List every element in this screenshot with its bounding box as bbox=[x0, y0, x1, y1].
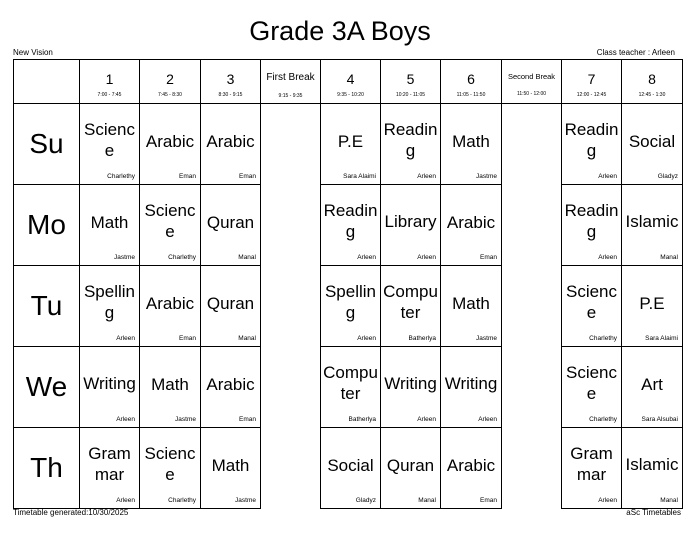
period-time: 9:15 - 9:35 bbox=[278, 93, 303, 99]
lesson-subject: Reading bbox=[564, 120, 619, 160]
period-number: 1 bbox=[105, 71, 114, 87]
lesson-subject: Arabic bbox=[145, 293, 195, 313]
lesson-teacher: Batherlya bbox=[348, 416, 376, 423]
lesson-subject: Islamic bbox=[625, 454, 679, 474]
break-header-cell bbox=[502, 60, 562, 104]
lesson-subject: Social bbox=[327, 455, 374, 475]
lesson-teacher: Jastme bbox=[114, 254, 135, 261]
lesson-subject: Reading bbox=[564, 201, 619, 241]
lesson-cell bbox=[201, 266, 261, 347]
lesson-cell bbox=[381, 266, 441, 347]
break-cell bbox=[261, 185, 321, 266]
break-cell bbox=[502, 185, 562, 266]
school-name: New Vision bbox=[13, 48, 53, 57]
lesson-cell bbox=[321, 347, 381, 428]
lesson-cell bbox=[321, 185, 381, 266]
lesson-cell bbox=[321, 266, 381, 347]
lesson-subject: Quran bbox=[206, 293, 255, 313]
lesson-cell bbox=[441, 428, 502, 509]
lesson-teacher: Eman bbox=[480, 254, 497, 261]
lesson-subject: Reading bbox=[323, 201, 378, 241]
period-header-cell bbox=[140, 60, 201, 104]
break-cell bbox=[502, 266, 562, 347]
lesson-cell bbox=[441, 185, 502, 266]
lesson-subject: P.E bbox=[639, 293, 665, 313]
lesson-subject: Science bbox=[83, 120, 136, 160]
day-name: Su bbox=[14, 104, 80, 185]
lesson-cell bbox=[140, 347, 201, 428]
lesson-teacher: Eman bbox=[239, 416, 256, 423]
lesson-subject: Quran bbox=[386, 455, 435, 475]
lesson-teacher: Jastme bbox=[476, 173, 497, 180]
lesson-cell bbox=[201, 104, 261, 185]
software-credit: aSc Timetables bbox=[626, 508, 681, 517]
period-time: 7:45 - 8:30 bbox=[158, 92, 182, 98]
period-time: 10:20 - 11:05 bbox=[395, 92, 426, 98]
lesson-cell bbox=[381, 104, 441, 185]
lesson-subject: Social bbox=[628, 131, 676, 151]
lesson-teacher: Sara Alsubai bbox=[641, 416, 678, 423]
period-number: 3 bbox=[226, 71, 235, 87]
lesson-cell bbox=[80, 428, 140, 509]
lesson-cell bbox=[201, 185, 261, 266]
day-row bbox=[14, 428, 683, 509]
lesson-teacher: Manal bbox=[238, 254, 256, 261]
lesson-cell bbox=[562, 185, 622, 266]
day-row bbox=[14, 185, 683, 266]
lesson-cell bbox=[201, 428, 261, 509]
lesson-cell bbox=[381, 428, 441, 509]
lesson-cell bbox=[622, 347, 683, 428]
lesson-teacher: Eman bbox=[179, 335, 196, 342]
lesson-teacher: Arleen bbox=[598, 497, 617, 504]
lesson-subject: Science bbox=[565, 363, 618, 403]
break-cell bbox=[502, 347, 562, 428]
break-cell bbox=[261, 266, 321, 347]
break-cell bbox=[502, 104, 562, 185]
lesson-subject: Math bbox=[452, 293, 490, 313]
lesson-teacher: Batherlya bbox=[408, 335, 436, 342]
class-teacher: Class teacher : Arleen bbox=[596, 48, 675, 57]
period-header-cell bbox=[201, 60, 261, 104]
period-time: 9:35 - 10:20 bbox=[337, 92, 364, 98]
period-number: 5 bbox=[406, 71, 415, 87]
lesson-cell bbox=[562, 347, 622, 428]
period-number: 8 bbox=[648, 71, 656, 87]
lesson-teacher: Sara Alaimi bbox=[645, 335, 678, 342]
lesson-cell bbox=[622, 185, 683, 266]
lesson-cell bbox=[441, 266, 502, 347]
lesson-teacher: Manal bbox=[418, 497, 436, 504]
day-row bbox=[14, 347, 683, 428]
lesson-teacher: Arleen bbox=[116, 335, 135, 342]
period-time: 8:30 - 9:15 bbox=[218, 92, 243, 98]
lesson-cell bbox=[321, 428, 381, 509]
lesson-subject: P.E bbox=[337, 131, 364, 151]
lesson-cell bbox=[622, 266, 683, 347]
period-header-row bbox=[14, 60, 683, 104]
lesson-cell bbox=[441, 347, 502, 428]
period-number: 6 bbox=[467, 71, 475, 87]
lesson-cell bbox=[140, 266, 201, 347]
lesson-teacher: Eman bbox=[480, 497, 497, 504]
lesson-teacher: Arleen bbox=[478, 416, 497, 423]
lesson-subject: Science bbox=[144, 201, 196, 241]
lesson-subject: Arabic bbox=[206, 131, 255, 151]
period-header-cell bbox=[622, 60, 683, 104]
period-time: 7:00 - 7:45 bbox=[97, 92, 122, 98]
lesson-teacher: Arleen bbox=[417, 173, 436, 180]
period-time: 12:00 - 12:45 bbox=[576, 92, 607, 98]
lesson-subject: Arabic bbox=[446, 212, 496, 232]
lesson-teacher: Arleen bbox=[598, 254, 617, 261]
period-header-cell bbox=[562, 60, 622, 104]
period-header-cell bbox=[381, 60, 441, 104]
lesson-cell bbox=[381, 347, 441, 428]
break-name: First Break bbox=[266, 72, 315, 83]
lesson-subject: Science bbox=[144, 444, 196, 484]
lesson-subject: Library bbox=[384, 211, 437, 231]
lesson-teacher: Arleen bbox=[357, 335, 376, 342]
lesson-teacher: Charlethy bbox=[589, 416, 617, 423]
period-header-cell bbox=[321, 60, 381, 104]
lesson-cell bbox=[622, 428, 683, 509]
lesson-cell bbox=[80, 347, 140, 428]
lesson-teacher: Manal bbox=[238, 335, 256, 342]
lesson-cell bbox=[80, 266, 140, 347]
lesson-subject: Art bbox=[641, 374, 663, 394]
lesson-cell bbox=[441, 104, 502, 185]
lesson-teacher: Arleen bbox=[598, 173, 617, 180]
lesson-teacher: Jastme bbox=[235, 497, 256, 504]
lesson-subject: Arabic bbox=[446, 455, 496, 475]
lesson-teacher: Charlethy bbox=[168, 497, 196, 504]
lesson-cell bbox=[562, 266, 622, 347]
lesson-subject: Computer bbox=[323, 363, 378, 403]
lesson-cell bbox=[321, 104, 381, 185]
break-cell bbox=[502, 428, 562, 509]
lesson-teacher: Arleen bbox=[417, 254, 436, 261]
lesson-teacher: Arleen bbox=[417, 416, 436, 423]
period-number: 7 bbox=[587, 71, 596, 87]
lesson-subject: Spelling bbox=[324, 282, 377, 322]
lesson-cell bbox=[80, 185, 140, 266]
break-cell bbox=[261, 104, 321, 185]
day-name: Tu bbox=[14, 266, 80, 347]
lesson-subject: Writing bbox=[83, 373, 136, 393]
lesson-cell bbox=[140, 104, 201, 185]
lesson-teacher: Eman bbox=[239, 173, 256, 180]
lesson-subject: Arabic bbox=[145, 131, 195, 151]
lesson-cell bbox=[381, 185, 441, 266]
lesson-teacher: Jastme bbox=[175, 416, 196, 423]
lesson-teacher: Charlethy bbox=[589, 335, 617, 342]
lesson-teacher: Arleen bbox=[357, 254, 376, 261]
day-row bbox=[14, 266, 683, 347]
lesson-subject: Math bbox=[211, 455, 250, 475]
lesson-teacher: Gladyz bbox=[657, 173, 678, 180]
lesson-subject: Quran bbox=[206, 212, 255, 232]
timetable-title: Grade 3A Boys bbox=[249, 16, 431, 46]
lesson-cell bbox=[562, 428, 622, 509]
period-number: 4 bbox=[346, 71, 355, 87]
day-name: Th bbox=[14, 428, 80, 509]
lesson-subject: Math bbox=[90, 212, 129, 232]
lesson-subject: Math bbox=[151, 374, 189, 394]
period-time: 11:50 - 12:00 bbox=[516, 91, 547, 97]
lesson-subject: Math bbox=[452, 131, 490, 151]
lesson-cell bbox=[562, 104, 622, 185]
lesson-cell bbox=[201, 347, 261, 428]
lesson-subject: Arabic bbox=[206, 374, 255, 394]
lesson-subject: Science bbox=[565, 282, 618, 322]
break-cell bbox=[261, 428, 321, 509]
lesson-teacher: Charlethy bbox=[168, 254, 196, 261]
lesson-subject: Spelling bbox=[83, 282, 136, 322]
lesson-teacher: Jastme bbox=[476, 335, 497, 342]
period-time: 11:05 - 11:50 bbox=[456, 92, 486, 98]
lesson-subject: Writing bbox=[384, 373, 437, 393]
break-name: Second Break bbox=[507, 72, 556, 81]
period-header-cell bbox=[80, 60, 140, 104]
day-row bbox=[14, 104, 683, 185]
lesson-subject: Grammar bbox=[570, 444, 613, 484]
lesson-teacher: Manal bbox=[660, 497, 678, 504]
period-header-cell bbox=[441, 60, 502, 104]
lesson-teacher: Arleen bbox=[116, 497, 135, 504]
lesson-teacher: Charlethy bbox=[107, 173, 135, 180]
lesson-teacher: Arleen bbox=[116, 416, 135, 423]
lesson-cell bbox=[622, 104, 683, 185]
lesson-teacher: Sara Alaimi bbox=[343, 173, 376, 180]
lesson-cell bbox=[140, 185, 201, 266]
lesson-cell bbox=[140, 428, 201, 509]
lesson-teacher: Eman bbox=[179, 173, 196, 180]
lesson-subject: Reading bbox=[383, 120, 438, 160]
period-time: 12:45 - 1:30 bbox=[638, 92, 666, 98]
lesson-teacher: Gladyz bbox=[355, 497, 376, 504]
generated-date: Timetable generated:10/30/2025 bbox=[13, 508, 129, 517]
day-name: Mo bbox=[14, 185, 80, 266]
corner-cell bbox=[14, 60, 80, 104]
break-cell bbox=[261, 347, 321, 428]
lesson-teacher: Manal bbox=[660, 254, 678, 261]
lesson-subject: Grammar bbox=[88, 444, 131, 484]
timetable-grid bbox=[13, 59, 683, 509]
lesson-subject: Islamic bbox=[625, 211, 679, 231]
lesson-cell bbox=[80, 104, 140, 185]
break-header-cell bbox=[261, 60, 321, 104]
lesson-subject: Computer bbox=[383, 282, 438, 322]
period-number: 2 bbox=[166, 71, 174, 87]
lesson-subject: Writing bbox=[444, 373, 498, 393]
day-name: We bbox=[14, 347, 80, 428]
